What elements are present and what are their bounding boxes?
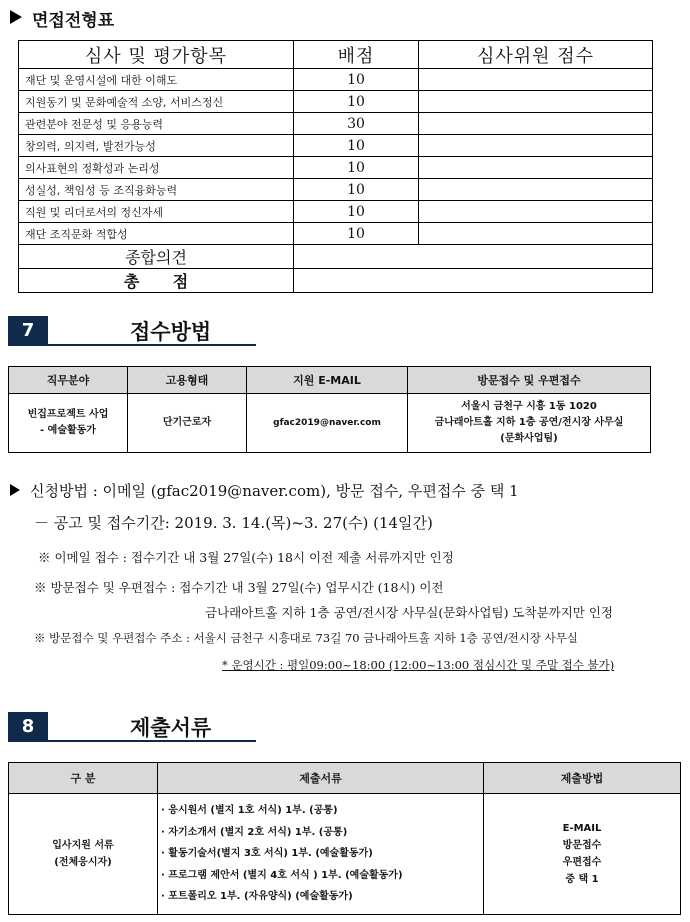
section-7-title: 접수방법 [130, 320, 212, 344]
section-8-badge: 8 [8, 712, 48, 742]
criteria-label: 관련분야 전문성 및 응용능력 [19, 113, 294, 135]
section-8-underline [48, 740, 256, 742]
overall-opinion-label: 종합의견 [19, 245, 294, 269]
document-item: · 자기소개서 (별지 2호 서식) 1부. (공통) [161, 826, 348, 838]
header-documents: 제출서류 [158, 763, 484, 794]
email-deadline-note: ※ 이메일 접수 : 접수기간 내 3월 27일(수) 18시 이전 제출 서류까지만 인정 [38, 550, 454, 565]
operating-hours-note: * 운영시간 : 평일09:00~18:00 (12:00~13:00 점심시간 및 주말 접수 불가) [222, 658, 615, 672]
criteria-points: 10 [294, 179, 419, 201]
document-item: · 포트폴리오 1부. (자유양식) (예술활동가) [161, 891, 353, 903]
submit-method-cell [484, 794, 681, 915]
judge-score-cell[interactable] [419, 113, 653, 135]
criteria-points: 10 [294, 201, 419, 223]
reception-table [8, 366, 651, 453]
job-field-line: - 예술활동가 [40, 425, 96, 436]
application-method: 신청방법 : 이메일 (gfac2019@naver.com), 방문 접수, 우편접수 중 택 1 [30, 482, 519, 500]
submit-method-line: 방문접수 [562, 840, 602, 851]
criteria-label: 지원동기 및 문화예술적 소양, 서비스정신 [19, 91, 294, 113]
criteria-label: 재단 조직문화 적합성 [19, 223, 294, 245]
criteria-label: 재단 및 운영시설에 대한 이해도 [19, 69, 294, 91]
criteria-points: 10 [294, 69, 419, 91]
criteria-points: 10 [294, 135, 419, 157]
visit-address-line: 금나래아트홀 지하 1층 공연/전시장 사무실 [434, 417, 624, 428]
header-criteria: 심사 및 평가항목 [19, 41, 294, 69]
header-employment: 고용형태 [128, 367, 247, 394]
job-field-cell [9, 394, 128, 453]
header-job-field: 직무분야 [9, 367, 128, 394]
criteria-points: 30 [294, 113, 419, 135]
judge-score-cell[interactable] [419, 179, 653, 201]
email-cell[interactable]: gfac2019@naver.com [247, 394, 408, 453]
header-category: 구 분 [9, 763, 158, 794]
job-field-line: 빈집프로젝트 사업 [27, 409, 109, 420]
header-judge-score: 심사위원 점수 [419, 41, 653, 69]
visit-address-line: (문화사업팀) [500, 433, 558, 444]
criteria-label: 직원 및 리더로서의 정신자세 [19, 201, 294, 223]
interview-heading: 면접전형표 [32, 11, 115, 31]
header-submit-method: 제출방법 [484, 763, 681, 794]
application-period: － 공고 및 접수기간: 2019. 3. 14.(목)~3. 27(수) (14일간) [34, 514, 433, 532]
visit-address-cell [408, 394, 651, 453]
bullet-triangle-icon [10, 10, 22, 24]
criteria-points: 10 [294, 157, 419, 179]
judge-score-cell[interactable] [419, 69, 653, 91]
criteria-label: 성실성, 책임성 등 조직융화능력 [19, 179, 294, 201]
documents-table [8, 762, 681, 915]
category-line: 입사지원 서류 [52, 840, 114, 851]
header-email: 지원 E-MAIL [247, 367, 408, 394]
submit-method-line: 우편접수 [562, 857, 602, 868]
section-7-badge: 7 [8, 316, 48, 346]
judge-score-cell[interactable] [419, 157, 653, 179]
interview-table [18, 40, 653, 293]
section-8-title: 제출서류 [130, 716, 212, 740]
judge-score-cell[interactable] [419, 91, 653, 113]
judge-score-cell[interactable] [419, 201, 653, 223]
judge-score-cell[interactable] [419, 135, 653, 157]
visit-deadline-note-cont: 금나래아트홀 지하 1층 공연/전시장 사무실(문화사업팀) 도착분까지만 인정 [205, 605, 614, 620]
criteria-points: 10 [294, 223, 419, 245]
submit-method-line: E-MAIL [562, 823, 602, 834]
documents-list-cell [158, 794, 484, 915]
document-item: · 응시원서 (별지 1호 서식) 1부. (공통) [161, 805, 338, 817]
visit-deadline-note: ※ 방문접수 및 우편접수 : 접수기간 내 3월 27일(수) 업무시간 (18시) 이전 [34, 580, 444, 595]
category-cell [9, 794, 158, 915]
mail-address-note: ※ 방문접수 및 우편접수 주소 : 서울시 금천구 시흥대로 73길 70 금나래아트홀 지하 1층 공연/전시장 사무실 [34, 631, 578, 645]
criteria-points: 10 [294, 91, 419, 113]
total-score-cell[interactable] [294, 269, 653, 293]
bullet-triangle-icon [10, 484, 20, 496]
category-line: (전체응시자) [54, 857, 112, 868]
visit-address-line: 서울시 금천구 시흥 1동 1020 [461, 401, 597, 412]
total-label: 총 점 [19, 269, 294, 293]
criteria-label: 창의력, 의지력, 발전가능성 [19, 135, 294, 157]
judge-score-cell[interactable] [419, 223, 653, 245]
submit-method-line: 중 택 1 [565, 874, 599, 885]
criteria-label: 의사표현의 정확성과 논리성 [19, 157, 294, 179]
employment-cell: 단기근로자 [128, 394, 247, 453]
document-item: · 활동기술서(별지 3호 서식) 1부. (예술활동가) [161, 848, 373, 860]
document-item: · 프로그램 제안서 (별지 4호 서식 ) 1부. (예술활동가) [161, 869, 403, 881]
header-visit-mail: 방문접수 및 우편접수 [408, 367, 651, 394]
section-7-underline [48, 344, 256, 346]
overall-opinion-cell[interactable] [294, 245, 653, 269]
header-points: 배점 [294, 41, 419, 69]
